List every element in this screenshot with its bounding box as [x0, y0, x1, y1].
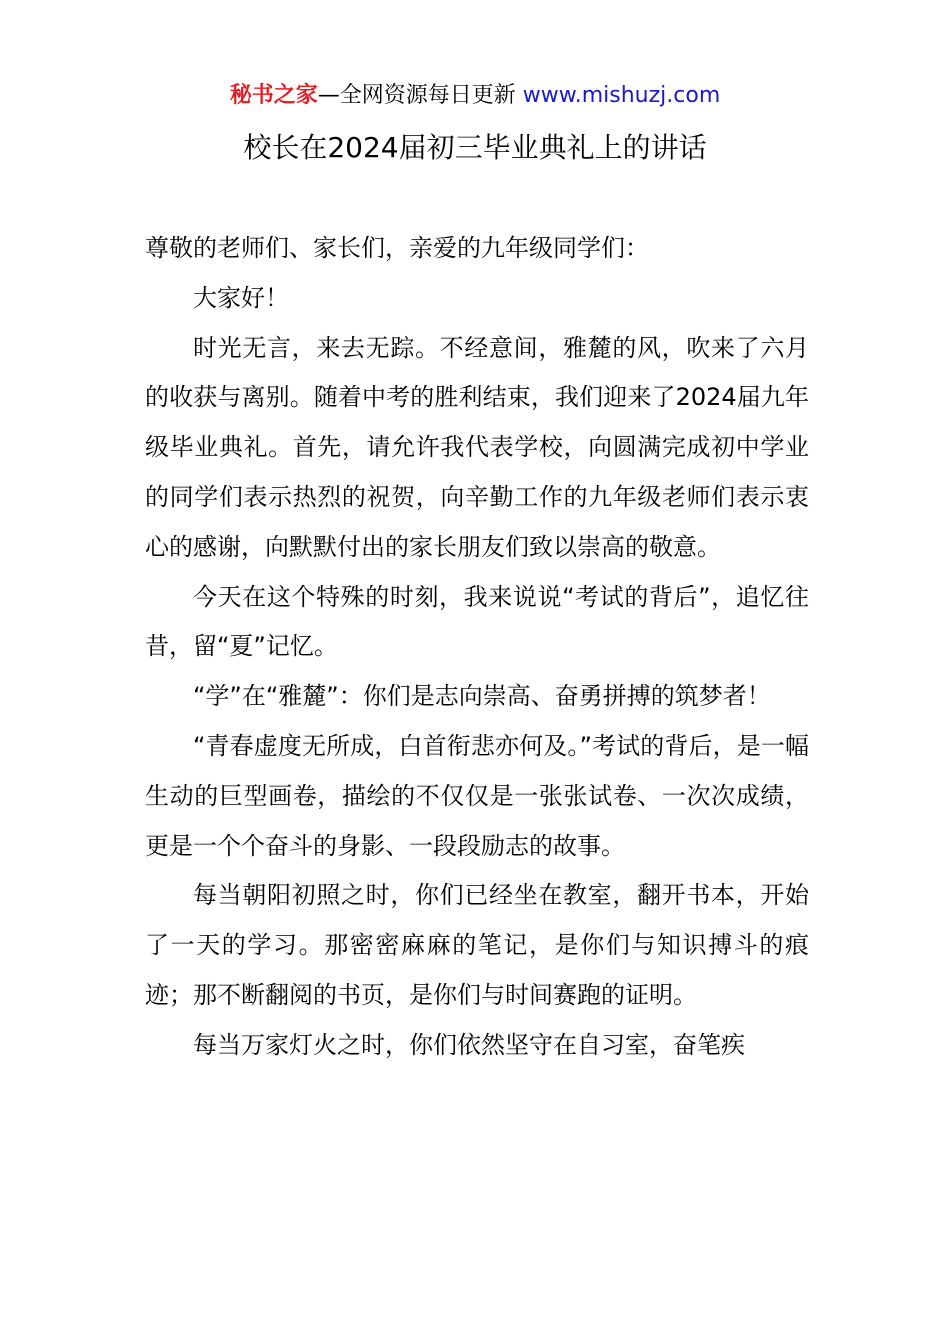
paragraph: 时光无言，来去无踪。不经意间，雅麓的风，吹来了六月的收获与离别。随着中考的胜利结束，我们迎来了2024届九年级毕业典礼。首先，请允许我代表学校，向圆满完成初中学业的同学们表示热烈的祝贺，向辛勤工作的九年级老师们表示衷心的感谢，向默默付出的家长朋友们致以崇高的敬意。 [145, 333, 809, 561]
section-heading: “学”在“雅麓”：你们是志向崇高、奋勇拼搏的筑梦者！ [193, 682, 771, 711]
site-header [0, 78, 950, 114]
document-body [145, 224, 809, 1071]
paragraph: 今天在这个特殊的时刻，我来说说“考试的背后”，追忆往昔，留“夏”记忆。 [145, 582, 809, 661]
site-slogan: —全网资源每日更新 [317, 83, 516, 108]
paragraph: 大家好！ [193, 283, 289, 312]
salutation: 尊敬的老师们、家长们，亲爱的九年级同学们： [145, 234, 649, 262]
paragraph: “青春虚度无所成，白首衔悲亦何及。”考试的背后，是一幅生动的巨型画卷，描绘的不仅仅是一张张试卷、一次次成绩，更是一个个奋斗的身影、一段段励志的故事。 [145, 731, 809, 860]
site-url-link[interactable]: www.mishuzj.com [522, 83, 721, 108]
document-title: 校长在2024届初三毕业典礼上的讲话 [243, 131, 707, 164]
paragraph: 每当万家灯火之时，你们依然坚守在自习室，奋笔疾 [193, 1030, 745, 1059]
site-brand: 秘书之家 [229, 83, 318, 108]
paragraph: 每当朝阳初照之时，你们已经坐在教室，翻开书本，开始了一天的学习。那密密麻麻的笔记，是你们与知识搏斗的痕迹；那不断翻阅的书页，是你们与时间赛跑的证明。 [145, 881, 809, 1009]
